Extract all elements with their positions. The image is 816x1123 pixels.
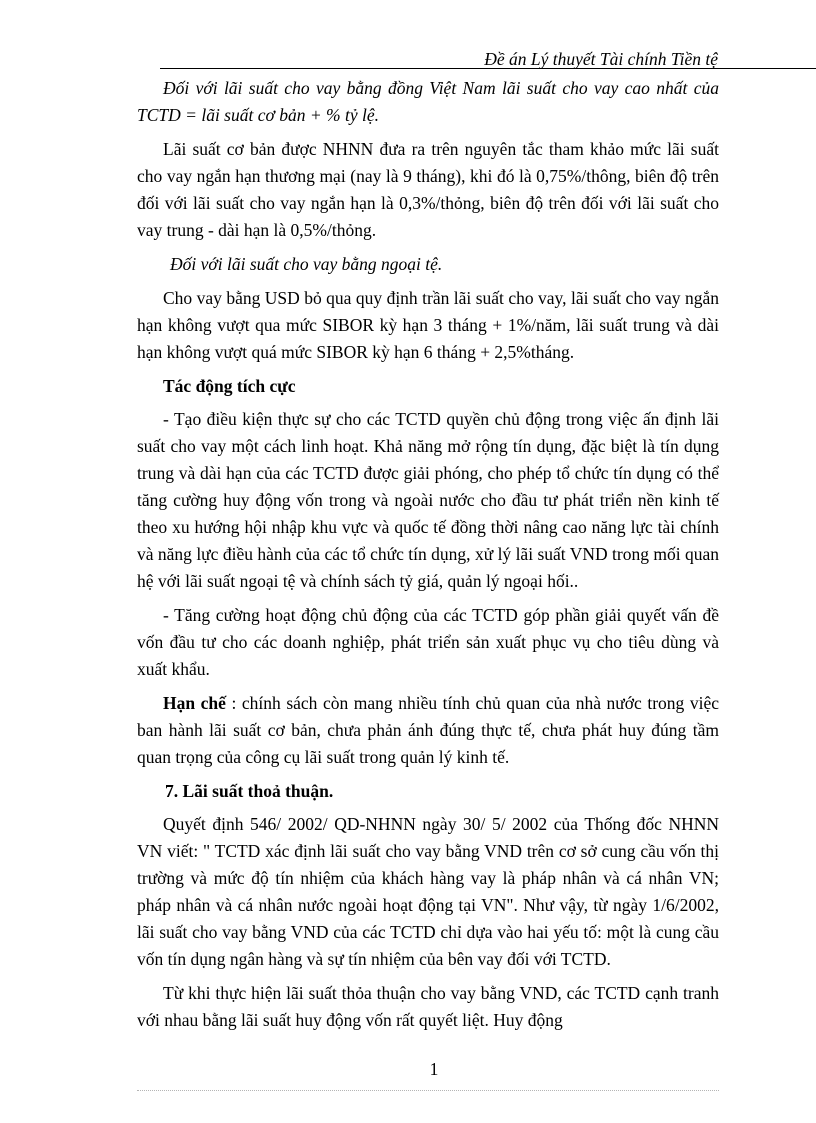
page-body bbox=[137, 75, 719, 1041]
paragraph-limitations bbox=[137, 690, 719, 771]
paragraph-positive-effect-1: - Tạo điều kiện thực sự cho các TCTD quyền chủ động trong việc ấn định lãi suất cho vay một cách linh hoạt. Khả năng mở rộng tín dụng, đặc biệt là tín dụng trung và dài hạn của các TCTD được giải phóng, cho phép tổ chức tín dụng có thể tăng cường huy động vốn trong và ngoài nước cho đầu tư phát triển nền kinh tế theo xu hướng hội nhập khu vực và quốc tế đồng thời nâng cao năng lực tài chính và năng lực điều hành của các tổ chức tín dụng, xử lý lãi suất VND trong mối quan hệ với lãi suất ngoại tệ và chính sách tỷ giá, quản lý ngoại hối.. bbox=[137, 409, 719, 591]
heading-positive-effects: Tác động tích cực bbox=[163, 376, 296, 396]
paragraph-foreign-currency-heading: Đối với lãi suất cho vay bằng ngoại tệ. bbox=[170, 254, 443, 274]
paragraph-base-rate: Lãi suất cơ bản được NHNN đưa ra trên nguyên tắc tham khảo mức lãi suất cho vay ngắn hạn thương mại (nay là 9 tháng), khi đó là 0,75%/thông, biên độ trên đối với lãi suất cho vay ngắn hạn là 0,3%/thỏng, biên độ trên đối với lãi suất cho vay trung - dài hạn là 0,5%/thỏng. bbox=[137, 139, 719, 240]
limitations-text: : chính sách còn mang nhiều tính chủ quan của nhà nước trong việc ban hành lãi suất cơ bản, chưa phản ánh đúng thực tế, chưa phát huy đúng tầm quan trọng của công cụ lãi suất trong quản lý kinh tế. bbox=[137, 693, 719, 767]
paragraph-decision-546: Quyết định 546/ 2002/ QD-NHNN ngày 30/ 5/ 2002 của Thống đốc NHNN VN viết: " TCTD xác định lãi suất cho vay bằng VND trên cơ sở cung cầu vốn thị trường và mức độ tín nhiệm của khách hàng vay là pháp nhân và cá nhân VN; pháp nhân và cá nhân nước ngoài hoạt động tại VN". Như vậy, từ ngày 1/6/2002, lãi suất cho vay bằng VND của các TCTD chỉ dựa vào hai yếu tố: một là cung cầu vốn tín dụng ngân hàng và sự tín nhiệm của bên vay đối với TCTD. bbox=[137, 814, 719, 969]
paragraph-negotiated-rate: Từ khi thực hiện lãi suất thỏa thuận cho vay bằng VND, các TCTD cạnh tranh với nhau bằng lãi suất huy động vốn rất quyết liệt. Huy động bbox=[137, 983, 719, 1030]
paragraph-usd-lending: Cho vay bằng USD bỏ qua quy định trần lãi suất cho vay, lãi suất cho vay ngắn hạn không vượt qua mức SIBOR kỳ hạn 3 tháng + 1%/năm, lãi suất trung và dài hạn không vượt quá mức SIBOR kỳ hạn 6 tháng + 2,5%tháng. bbox=[137, 288, 719, 362]
heading-section-7: 7. Lãi suất thoả thuận. bbox=[165, 781, 334, 801]
paragraph-positive-effect-2: - Tăng cường hoạt động chủ động của các TCTD góp phần giải quyết vấn đề vốn đầu tư cho các doanh nghiệp, phát triển sản xuất phục vụ cho tiêu dùng và xuất khẩu. bbox=[137, 605, 719, 679]
limitations-label: Hạn chế bbox=[163, 693, 226, 713]
document-header-title: Đề án Lý thuyết Tài chính Tiền tệ bbox=[484, 49, 718, 69]
paragraph-vnd-rate-formula: Đối với lãi suất cho vay bằng đồng Việt Nam lãi suất cho vay cao nhất của TCTD = lãi suất cơ bản + % tỷ lệ. bbox=[137, 78, 719, 125]
page-number: 1 bbox=[429, 1059, 439, 1079]
header-divider bbox=[160, 68, 816, 69]
footer-divider bbox=[137, 1090, 719, 1091]
